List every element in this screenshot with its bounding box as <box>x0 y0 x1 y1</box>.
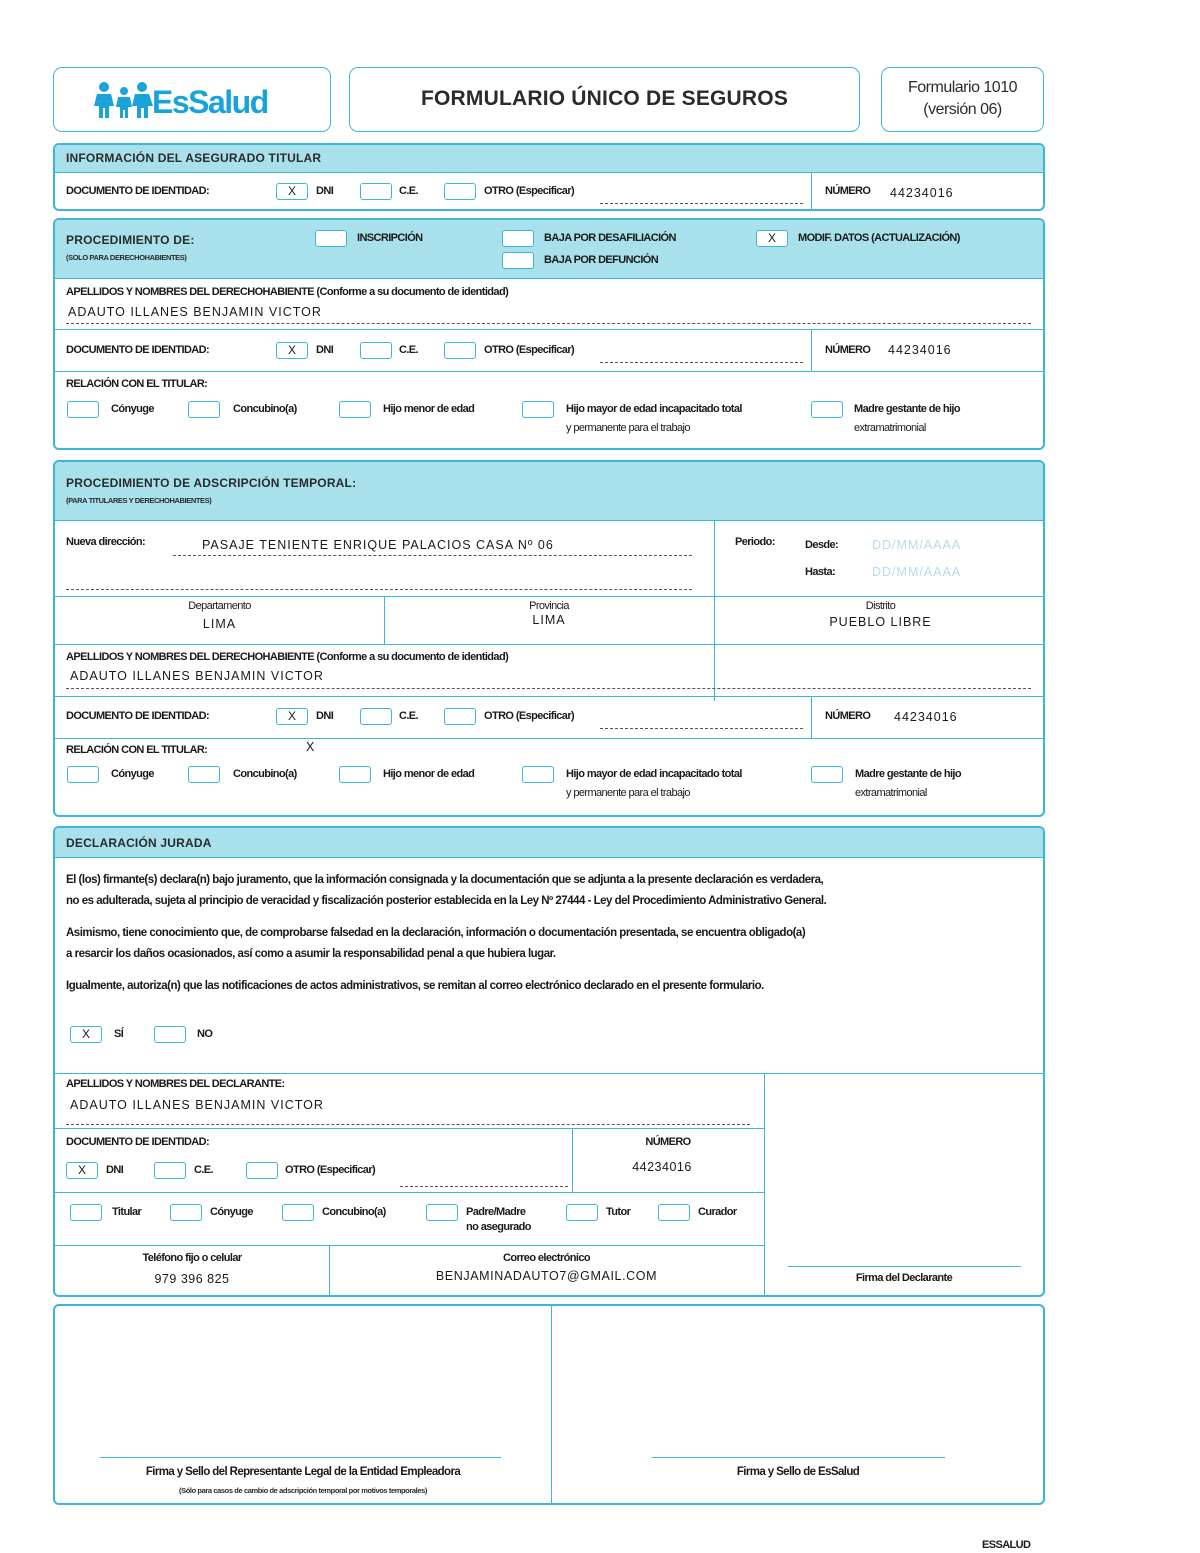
desde-label: Desde: <box>805 539 839 551</box>
declarante-top-line <box>55 1073 1043 1074</box>
declarante-ce-label: C.E. <box>194 1164 213 1176</box>
adsc-concubino-checkbox[interactable] <box>188 766 220 783</box>
declarante-concubino-checkbox[interactable] <box>282 1204 314 1221</box>
titular-ce-checkbox[interactable] <box>360 183 392 200</box>
baja-desafiliacion-checkbox[interactable] <box>502 230 534 247</box>
adsc-conyuge-checkbox[interactable] <box>67 766 99 783</box>
correo-label: Correo electrónico <box>502 1252 590 1264</box>
declaracion-title: DECLARACIÓN JURADA <box>66 836 212 850</box>
distrito-value[interactable]: PUEBLO LIBRE <box>829 615 932 629</box>
direccion-line-2 <box>66 589 692 590</box>
proc-relacion-label: RELACIÓN CON EL TITULAR: <box>66 378 208 390</box>
adsc-doc-label: DOCUMENTO DE IDENTIDAD: <box>66 710 210 722</box>
declarante-mid-line <box>55 1128 765 1129</box>
adsc-divider-1 <box>55 596 1045 597</box>
adsc-hijo-menor-label: Hijo menor de edad <box>383 768 475 780</box>
modif-datos-checkbox[interactable]: X <box>756 230 788 247</box>
contacto-top-line <box>55 1245 765 1246</box>
autoriza-no-label: NO <box>197 1028 213 1040</box>
baja-desafiliacion-label: BAJA POR DESAFILIACIÓN <box>544 232 676 244</box>
provincia-label: Provincia <box>529 600 569 612</box>
titular-dni-label: DNI <box>316 185 334 197</box>
adscripcion-section <box>53 460 1045 817</box>
periodo-label: Periodo: <box>735 536 775 548</box>
declarante-otro-checkbox[interactable] <box>246 1162 278 1179</box>
procedimiento-header-band <box>55 220 1043 279</box>
titular-otro-line <box>600 203 803 204</box>
essalud-family-icon <box>94 80 154 120</box>
proc-names-value[interactable]: ADAUTO ILLANES BENJAMIN VICTOR <box>68 305 322 319</box>
declarante-conyuge-label: Cónyuge <box>210 1206 253 1218</box>
hasta-label: Hasta: <box>805 566 836 578</box>
baja-defuncion-checkbox[interactable] <box>502 252 534 269</box>
declarante-numero-value[interactable]: 44234016 <box>632 1160 692 1174</box>
adsc-otro-label: OTRO (Especificar) <box>484 710 575 722</box>
proc-ce-checkbox[interactable] <box>360 342 392 359</box>
adsc-dni-label: DNI <box>316 710 334 722</box>
adsc-hijo-mayor-label-1: Hijo mayor de edad incapacitado total <box>566 768 742 780</box>
declaracion-p3-line1: Igualmente, autoriza(n) que las notificaciones de actos administrativos, se remitan al correo electrónico declarado en el presente formulario. <box>66 980 764 992</box>
declarante-padre-checkbox[interactable] <box>426 1204 458 1221</box>
proc-hijo-mayor-label-1: Hijo mayor de edad incapacitado total <box>566 403 742 415</box>
proc-concubino-label: Concubino(a) <box>233 403 297 415</box>
firma-essalud-line <box>652 1457 945 1458</box>
firma-essalud-label: Firma y Sello de EsSalud <box>736 1466 860 1478</box>
departamento-label: Departamento <box>188 600 251 612</box>
telefono-value[interactable]: 979 396 825 <box>154 1272 230 1286</box>
titular-divider <box>811 173 812 211</box>
declarante-padre-label-1: Padre/Madre <box>466 1206 526 1218</box>
declarante-otro-label: OTRO (Especificar) <box>285 1164 376 1176</box>
adsc-names-label: APELLIDOS Y NOMBRES DEL DERECHOHABIENTE (Conforme a su documento de identidad) <box>66 651 509 663</box>
autoriza-si-checkbox[interactable]: X <box>70 1026 102 1043</box>
telefono-label: Teléfono fijo o celular <box>142 1252 242 1264</box>
form-number: Formulario 1010 <box>908 79 1017 96</box>
declarante-titular-checkbox[interactable] <box>70 1204 102 1221</box>
declarante-label: APELLIDOS Y NOMBRES DEL DECLARANTE: <box>66 1078 285 1090</box>
declarante-concubino-label: Concubino(a) <box>322 1206 386 1218</box>
declaracion-p1-line1: El (los) firmante(s) declara(n) bajo juramento, que la información consignada y la documentación que se adjunta a la presente declaración es verdadera, <box>66 874 824 886</box>
proc-madre-checkbox[interactable] <box>811 401 843 418</box>
provincia-value[interactable]: LIMA <box>532 613 566 627</box>
adscripcion-title: PROCEDIMIENTO DE ADSCRIPCIÓN TEMPORAL: <box>66 476 357 490</box>
declarante-dni-label: DNI <box>106 1164 124 1176</box>
footer-code: ESSALUD <box>982 1539 1031 1551</box>
proc-conyuge-label: Cónyuge <box>111 403 154 415</box>
firma-representante-line <box>100 1457 501 1458</box>
titular-otro-checkbox[interactable] <box>444 183 476 200</box>
declarante-curador-checkbox[interactable] <box>658 1204 690 1221</box>
adsc-otro-line <box>600 728 803 729</box>
modif-datos-label: MODIF. DATOS (ACTUALIZACIÓN) <box>798 232 960 244</box>
proc-divider-2 <box>55 371 1045 372</box>
adsc-conyuge-label: Cónyuge <box>111 768 154 780</box>
inscripcion-checkbox[interactable] <box>315 230 347 247</box>
declarante-conyuge-checkbox[interactable] <box>170 1204 202 1221</box>
adsc-numero-divider <box>811 696 812 738</box>
proc-otro-checkbox[interactable] <box>444 342 476 359</box>
titular-numero-value[interactable]: 44234016 <box>890 186 954 200</box>
declarante-tutor-checkbox[interactable] <box>566 1204 598 1221</box>
hasta-date-input[interactable]: DD/MM/AAAA <box>872 565 962 579</box>
proc-otro-line <box>600 362 803 363</box>
procedimiento-title: PROCEDIMIENTO DE: <box>66 233 195 247</box>
direccion-line-1 <box>173 555 692 556</box>
adsc-names-value[interactable]: ADAUTO ILLANES BENJAMIN VICTOR <box>70 669 324 683</box>
titular-otro-label: OTRO (Especificar) <box>484 185 575 197</box>
proc-hijo-mayor-checkbox[interactable] <box>522 401 554 418</box>
adsc-dni-checkbox[interactable]: X <box>276 708 308 725</box>
departamento-value[interactable]: LIMA <box>202 617 237 631</box>
adsc-otro-checkbox[interactable] <box>444 708 476 725</box>
declaracion-p1-line2: no es adulterada, sujeta al principio de veracidad y fiscalización posterior establecida en la Ley Nº 27444 - Ley del Procedimiento Administrativo General. <box>66 895 827 907</box>
adsc-madre-label-2: extramatrimonial <box>855 787 927 799</box>
adsc-hijo-mayor-checkbox[interactable] <box>522 766 554 783</box>
procedimiento-subtitle: (SOLO PARA DERECHOHABIENTES) <box>66 253 187 262</box>
direccion-value[interactable]: PASAJE TENIENTE ENRIQUE PALACIOS CASA Nº 06 <box>202 538 554 552</box>
declarante-padre-label-2: no asegurado <box>466 1221 531 1233</box>
proc-ce-label: C.E. <box>399 344 418 356</box>
declarante-curador-label: Curador <box>698 1206 737 1218</box>
firma-column-divider <box>764 1073 765 1295</box>
declarante-otro-line <box>400 1186 568 1187</box>
declarante-rel-line <box>55 1192 765 1193</box>
adsc-names-line <box>66 688 1031 689</box>
titular-dni-checkbox[interactable]: X <box>276 183 308 200</box>
form-version: (versión 06) <box>923 101 1002 118</box>
declaracion-p2-line2: a resarcir los daños ocasionados, así como a asumir la responsabilidad penal a que hubiera lugar. <box>66 948 556 960</box>
firma-representante-label: Firma y Sello del Representante Legal de la Entidad Empleadora <box>145 1466 461 1478</box>
proc-concubino-checkbox[interactable] <box>188 401 220 418</box>
declarante-line <box>66 1124 750 1125</box>
adsc-hijo-mayor-label-2: y permanente para el trabajo <box>566 787 690 799</box>
titular-doc-label: DOCUMENTO DE IDENTIDAD: <box>66 185 210 197</box>
declarante-numero-label: NÚMERO <box>645 1136 691 1148</box>
declaracion-p2-line1: Asimismo, tiene conocimiento que, de comprobarse falsedad en la declaración, información o documentación presentada, se encuentra obligado(a) <box>66 927 806 939</box>
adsc-numero-value[interactable]: 44234016 <box>894 710 958 724</box>
declarante-ce-checkbox[interactable] <box>154 1162 186 1179</box>
titular-section-title: INFORMACIÓN DEL ASEGURADO TITULAR <box>66 151 322 165</box>
proc-divider-1 <box>55 329 1045 330</box>
adsc-madre-checkbox[interactable] <box>811 766 843 783</box>
proc-dni-label: DNI <box>316 344 334 356</box>
firma-declarante-label: Firma del Declarante <box>855 1272 953 1284</box>
correo-value[interactable]: BENJAMINADAUTO7@GMAIL.COM <box>435 1269 658 1283</box>
desde-date-input[interactable]: DD/MM/AAAA <box>872 538 962 552</box>
declarante-doc-label: DOCUMENTO DE IDENTIDAD: <box>66 1136 210 1148</box>
firma-representante-note: (Sólo para casos de cambio de adscripción temporal por motivos temporales) <box>179 1486 427 1495</box>
proc-otro-label: OTRO (Especificar) <box>484 344 575 356</box>
proc-hijo-menor-label: Hijo menor de edad <box>383 403 475 415</box>
logo-text: EsSalud <box>152 84 268 120</box>
declarante-value[interactable]: ADAUTO ILLANES BENJAMIN VICTOR <box>70 1098 324 1112</box>
proc-numero-value[interactable]: 44234016 <box>888 343 952 357</box>
declarante-dni-checkbox[interactable]: X <box>66 1162 98 1179</box>
proc-numero-divider <box>811 329 812 371</box>
proc-hijo-mayor-label-2: y permanente para el trabajo <box>566 422 690 434</box>
declarante-tutor-label: Tutor <box>606 1206 631 1218</box>
adsc-concubino-label: Concubino(a) <box>233 768 297 780</box>
adsc-ce-checkbox[interactable] <box>360 708 392 725</box>
proc-conyuge-checkbox[interactable] <box>67 401 99 418</box>
adsc-divider-3 <box>55 696 1045 697</box>
titular-numero-label: NÚMERO <box>825 185 871 197</box>
form-title: FORMULARIO ÚNICO DE SEGUROS <box>420 87 789 110</box>
proc-hijo-menor-checkbox[interactable] <box>339 401 371 418</box>
declarante-titular-label: Titular <box>112 1206 142 1218</box>
procedimiento-section <box>53 218 1045 450</box>
title-box <box>349 67 860 132</box>
direccion-label: Nueva dirección: <box>66 536 146 548</box>
adsc-hijo-menor-checkbox[interactable] <box>339 766 371 783</box>
adsc-relacion-stray-mark: X <box>306 740 316 754</box>
inscripcion-label: INSCRIPCIÓN <box>357 232 423 244</box>
proc-madre-label-1: Madre gestante de hijo <box>854 403 960 415</box>
autoriza-si-label: SÍ <box>114 1028 124 1040</box>
autoriza-no-checkbox[interactable] <box>154 1026 186 1043</box>
proc-doc-label: DOCUMENTO DE IDENTIDAD: <box>66 344 210 356</box>
titular-ce-label: C.E. <box>399 185 418 197</box>
adsc-relacion-label: RELACIÓN CON EL TITULAR: <box>66 744 208 756</box>
proc-madre-label-2: extramatrimonial <box>854 422 926 434</box>
logo-box <box>53 67 331 132</box>
proc-numero-label: NÚMERO <box>825 344 871 356</box>
adsc-numero-label: NÚMERO <box>825 710 871 722</box>
distrito-label: Distrito <box>865 600 896 612</box>
adsc-divider-4 <box>55 738 1045 739</box>
adsc-divider-2 <box>55 644 1045 645</box>
adscripcion-header-band <box>55 462 1043 521</box>
adscripcion-subtitle: (PARA TITULARES Y DERECHOHABIENTES) <box>66 496 212 505</box>
adsc-madre-label-1: Madre gestante de hijo <box>855 768 961 780</box>
titular-section <box>53 143 1045 211</box>
form-number-box <box>881 67 1044 132</box>
proc-dni-checkbox[interactable]: X <box>276 342 308 359</box>
proc-names-line <box>66 323 1031 324</box>
adsc-ce-label: C.E. <box>399 710 418 722</box>
baja-defuncion-label: BAJA POR DEFUNCIÓN <box>544 254 659 266</box>
proc-names-label: APELLIDOS Y NOMBRES DEL DERECHOHABIENTE (Conforme a su documento de identidad) <box>66 286 509 298</box>
firma-declarante-line <box>788 1266 1021 1267</box>
